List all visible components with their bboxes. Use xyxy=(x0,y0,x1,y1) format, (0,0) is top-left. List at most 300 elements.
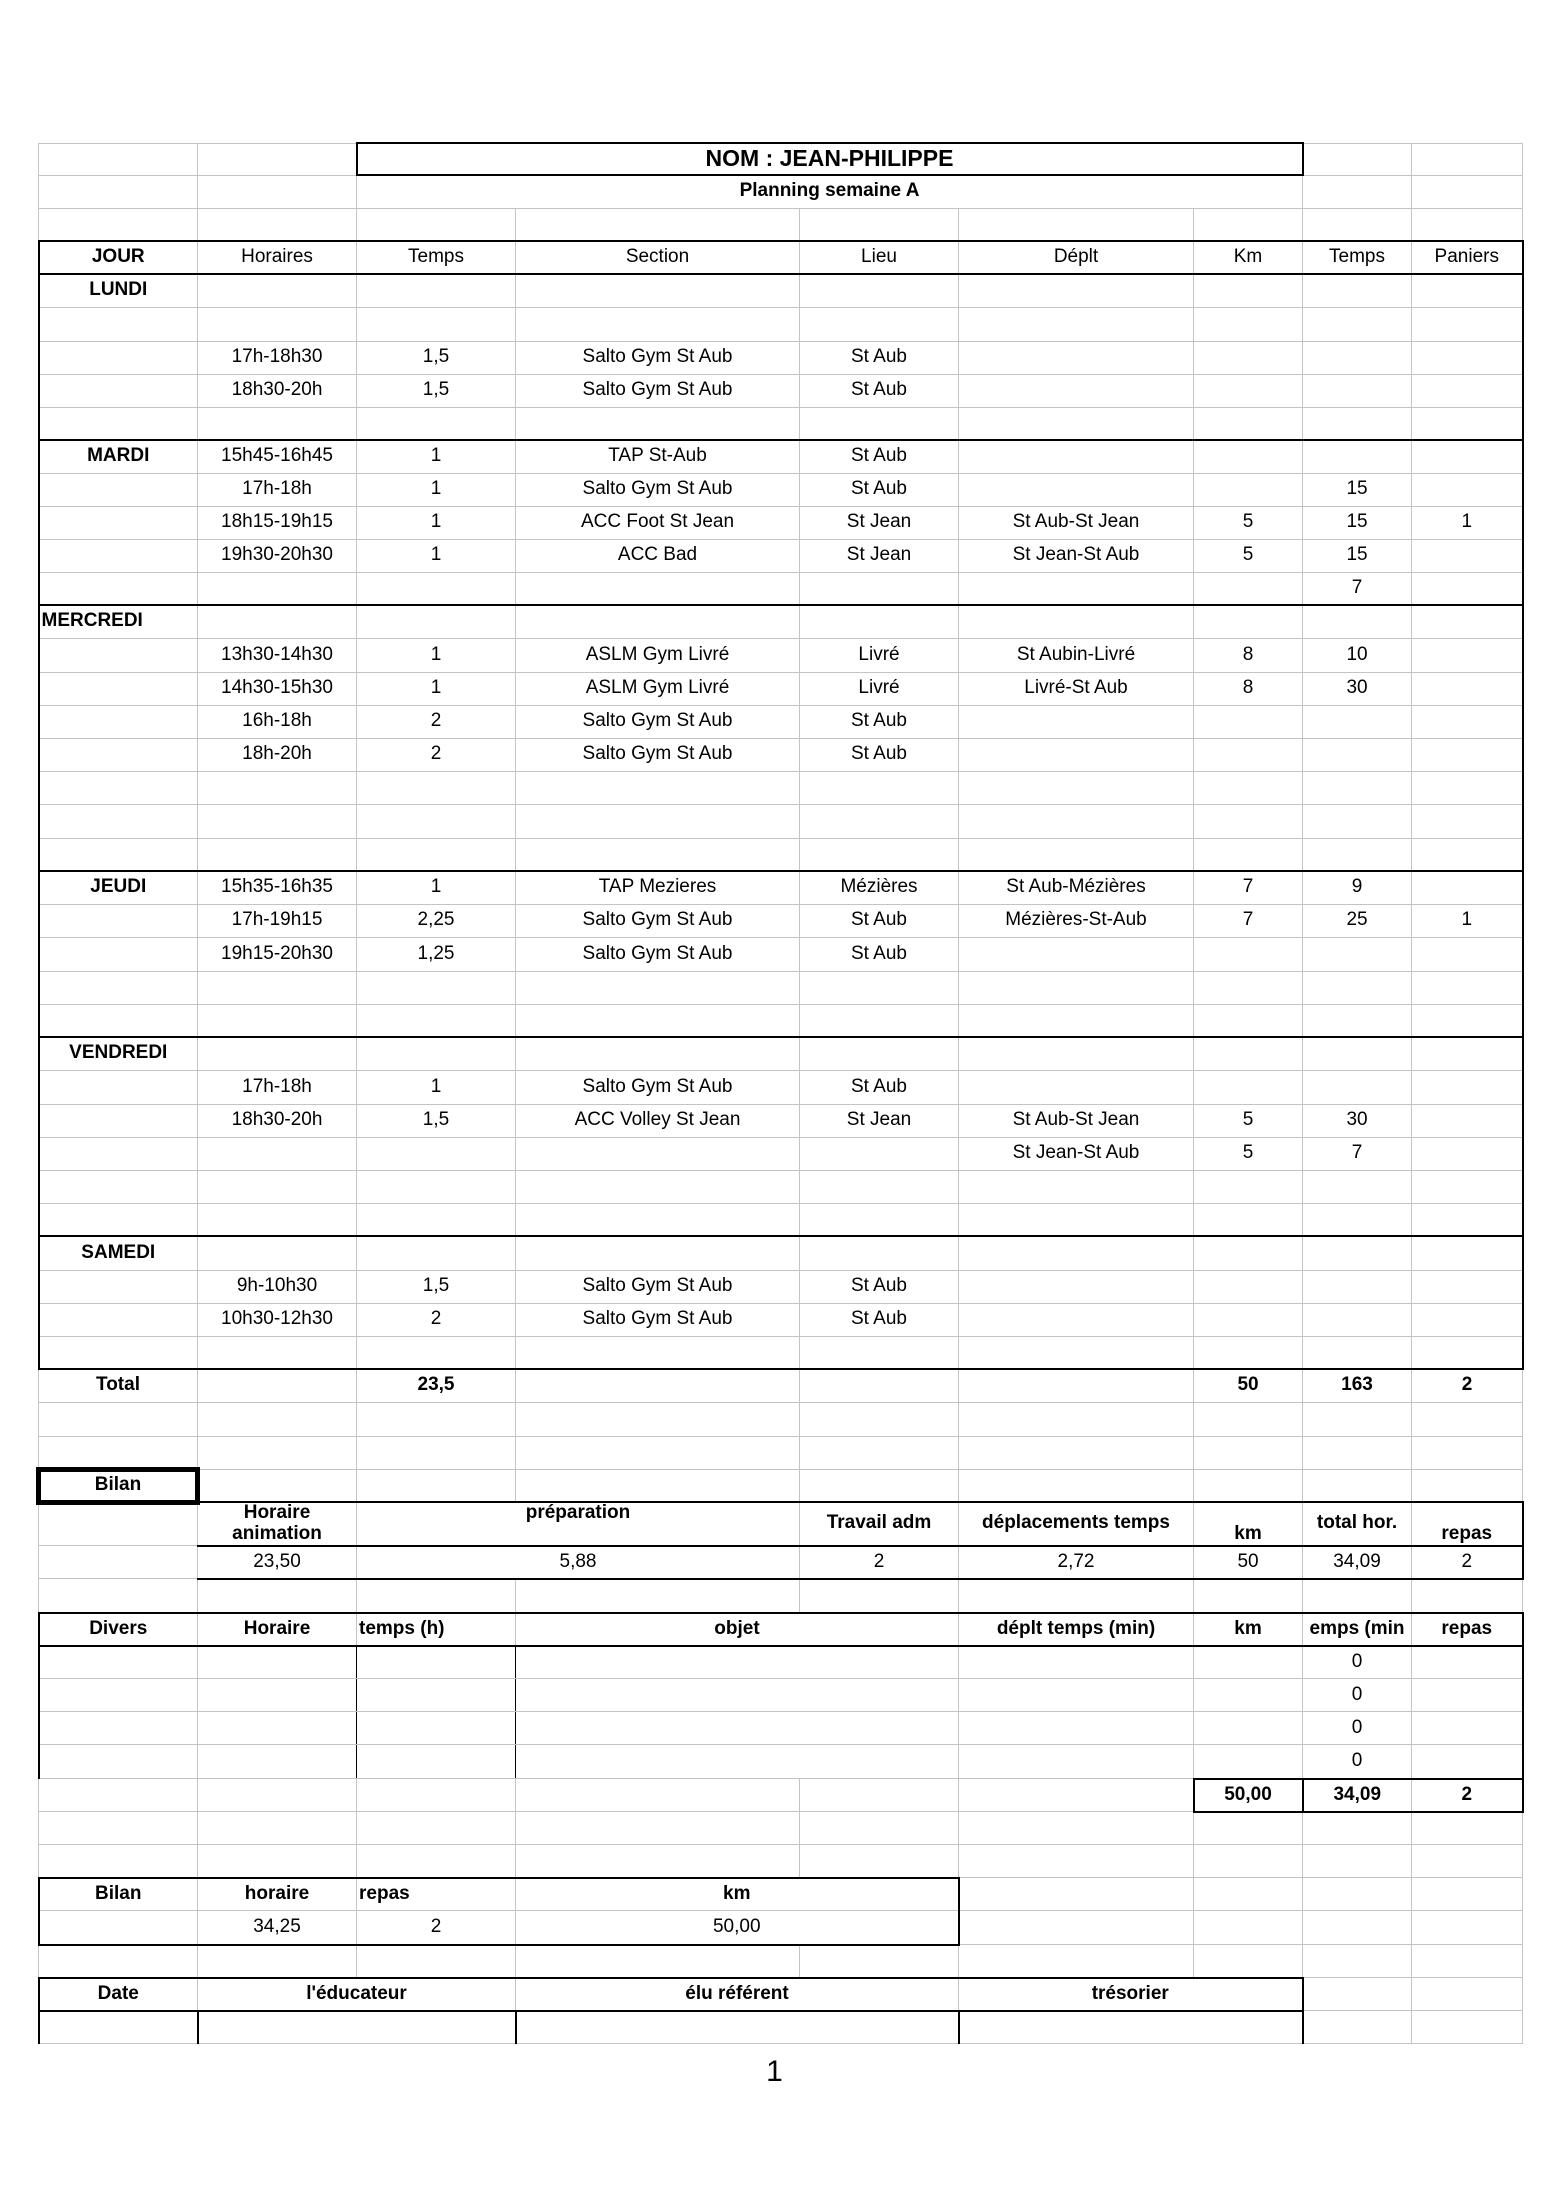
day-label xyxy=(39,1070,198,1104)
day-label xyxy=(39,904,198,937)
schedule-row xyxy=(39,705,1523,738)
schedule-cell xyxy=(1194,572,1303,605)
schedule-cell: 1,5 xyxy=(357,374,516,407)
schedule-row xyxy=(39,605,1523,638)
schedule-cell xyxy=(1412,1270,1523,1303)
day-label: JEUDI xyxy=(39,871,198,904)
schedule-cell xyxy=(1194,1170,1303,1203)
empty-cell xyxy=(1412,2011,1523,2044)
schedule-cell xyxy=(959,971,1194,1004)
schedule-row xyxy=(39,1037,1523,1070)
schedule-cell: ACC Bad xyxy=(516,539,800,572)
schedule-cell xyxy=(1303,1236,1412,1270)
empty-cell xyxy=(198,1436,357,1469)
empty-cell xyxy=(959,1845,1194,1878)
signature-elu: élu référent xyxy=(516,1978,959,2011)
day-label xyxy=(39,838,198,871)
schedule-cell: ACC Foot St Jean xyxy=(516,506,800,539)
schedule-cell xyxy=(1194,341,1303,374)
empty-cell xyxy=(1194,1945,1303,1978)
empty-cell xyxy=(516,1745,959,1779)
week-subtitle: Planning semaine A xyxy=(357,175,1303,208)
schedule-cell xyxy=(800,1336,959,1369)
day-label xyxy=(39,1004,198,1037)
page-number: 1 xyxy=(766,2055,783,2088)
empty-cell xyxy=(959,1745,1194,1779)
empty-cell xyxy=(357,1436,516,1469)
empty-cell xyxy=(959,1679,1194,1712)
empty-cell xyxy=(800,208,959,241)
schedule-cell: 7 xyxy=(1303,572,1412,605)
empty-cell xyxy=(198,1469,357,1502)
schedule-cell xyxy=(1303,804,1412,838)
empty-cell xyxy=(357,1402,516,1436)
schedule-row xyxy=(39,341,1523,374)
timesheet-table xyxy=(36,142,1524,2044)
schedule-cell xyxy=(1194,838,1303,871)
schedule-cell: 2 xyxy=(357,738,516,771)
bilan-header-horaire: Horaire animation xyxy=(198,1502,357,1546)
schedule-cell: 2 xyxy=(357,705,516,738)
empty-cell xyxy=(800,1845,959,1878)
schedule-cell: 15 xyxy=(1303,539,1412,572)
schedule-cell: 1,5 xyxy=(357,341,516,374)
empty-cell xyxy=(800,1779,959,1812)
schedule-cell xyxy=(1412,1336,1523,1369)
empty-cell xyxy=(198,1679,357,1712)
schedule-cell xyxy=(800,771,959,804)
empty-cell xyxy=(1412,1978,1523,2011)
empty-cell xyxy=(198,143,357,175)
schedule-cell xyxy=(516,1336,800,1369)
empty-cell xyxy=(198,1369,357,1402)
empty-cell xyxy=(516,1945,800,1978)
signature-row xyxy=(39,2011,1523,2044)
schedule-cell xyxy=(357,1236,516,1270)
column-header: Temps xyxy=(1303,241,1412,274)
schedule-cell xyxy=(198,971,357,1004)
empty-cell xyxy=(516,1812,800,1845)
empty-cell xyxy=(1194,1436,1303,1469)
schedule-cell xyxy=(516,1037,800,1070)
schedule-cell: 25 xyxy=(1303,904,1412,937)
schedule-cell: 1,5 xyxy=(357,1104,516,1137)
schedule-cell xyxy=(516,804,800,838)
schedule-cell xyxy=(1194,605,1303,638)
schedule-row xyxy=(39,1104,1523,1137)
subtitle-row xyxy=(39,175,1523,208)
schedule-cell xyxy=(198,1004,357,1037)
schedule-cell: Mézières xyxy=(800,871,959,904)
empty-cell xyxy=(357,1679,516,1712)
empty-cell xyxy=(198,1745,357,1779)
schedule-cell xyxy=(1412,672,1523,705)
schedule-cell: 17h-18h30 xyxy=(198,341,357,374)
empty-cell xyxy=(1303,1945,1412,1978)
schedule-cell xyxy=(516,1004,800,1037)
divers-header-temps: temps (h) xyxy=(357,1613,516,1646)
schedule-cell: 15h45-16h45 xyxy=(198,440,357,473)
schedule-cell: 14h30-15h30 xyxy=(198,672,357,705)
schedule-row xyxy=(39,1236,1523,1270)
schedule-cell xyxy=(959,937,1194,971)
bilan-value-deplacements: 2,72 xyxy=(959,1546,1194,1579)
schedule-row xyxy=(39,1004,1523,1037)
schedule-cell: ASLM Gym Livré xyxy=(516,638,800,672)
empty-cell xyxy=(516,1436,800,1469)
schedule-cell xyxy=(1412,274,1523,307)
divers-row xyxy=(39,1745,1523,1779)
schedule-cell xyxy=(1303,605,1412,638)
schedule-cell xyxy=(1412,307,1523,341)
empty-cell xyxy=(1412,1911,1523,1945)
schedule-cell xyxy=(198,572,357,605)
schedule-cell xyxy=(516,1170,800,1203)
schedule-cell xyxy=(959,1303,1194,1336)
empty-cell xyxy=(39,1812,198,1845)
schedule-cell xyxy=(1303,838,1412,871)
divers-temps-value: 0 xyxy=(1303,1712,1412,1745)
schedule-cell xyxy=(1194,407,1303,440)
bilan-value-repas: 2 xyxy=(1412,1546,1523,1579)
bilan2-value-km: 50,00 xyxy=(516,1911,959,1945)
day-label xyxy=(39,1203,198,1236)
empty-cell xyxy=(516,1402,800,1436)
schedule-cell: TAP Mezieres xyxy=(516,871,800,904)
schedule-cell: Salto Gym St Aub xyxy=(516,904,800,937)
day-label xyxy=(39,1270,198,1303)
day-label: SAMEDI xyxy=(39,1236,198,1270)
schedule-cell xyxy=(1194,738,1303,771)
column-header: Section xyxy=(516,241,800,274)
day-label xyxy=(39,971,198,1004)
schedule-cell xyxy=(1194,1270,1303,1303)
schedule-cell xyxy=(198,274,357,307)
schedule-cell xyxy=(1412,407,1523,440)
schedule-cell xyxy=(959,1004,1194,1037)
schedule-cell xyxy=(959,341,1194,374)
empty-cell xyxy=(1303,1978,1412,2011)
empty-cell xyxy=(959,1369,1194,1402)
schedule-cell xyxy=(516,771,800,804)
schedule-cell: St Aub xyxy=(800,738,959,771)
schedule-cell xyxy=(357,1037,516,1070)
divers-header-objet: objet xyxy=(516,1613,959,1646)
signature-box xyxy=(516,2011,959,2044)
schedule-cell xyxy=(357,1004,516,1037)
schedule-cell: 18h-20h xyxy=(198,738,357,771)
schedule-cell xyxy=(516,307,800,341)
empty-cell xyxy=(1412,1845,1523,1878)
schedule-cell xyxy=(1412,971,1523,1004)
schedule-cell xyxy=(1412,705,1523,738)
empty-cell xyxy=(39,1712,198,1745)
signature-box xyxy=(39,2011,198,2044)
column-header: Paniers xyxy=(1412,241,1523,274)
schedule-cell xyxy=(959,605,1194,638)
empty-cell xyxy=(39,1646,198,1679)
divers-total-row xyxy=(39,1779,1523,1812)
schedule-row xyxy=(39,274,1523,307)
schedule-cell: 16h-18h xyxy=(198,705,357,738)
empty-cell xyxy=(1303,1579,1412,1613)
schedule-cell xyxy=(1194,971,1303,1004)
empty-cell xyxy=(1412,1945,1523,1978)
empty-cell xyxy=(516,208,800,241)
schedule-cell: 15 xyxy=(1303,473,1412,506)
schedule-cell xyxy=(1412,1203,1523,1236)
schedule-cell: St Aub xyxy=(800,937,959,971)
divers-header-repas: repas xyxy=(1412,1613,1523,1646)
column-header: Lieu xyxy=(800,241,959,274)
day-label xyxy=(39,341,198,374)
empty-cell xyxy=(357,1812,516,1845)
schedule-cell xyxy=(959,440,1194,473)
bilan2-value-repas: 2 xyxy=(357,1911,516,1945)
schedule-cell xyxy=(800,1170,959,1203)
empty-cell xyxy=(357,1745,516,1779)
bilan2-header-horaire: horaire xyxy=(198,1878,357,1911)
bilan-header-deplacements: déplacements temps xyxy=(959,1502,1194,1546)
empty-cell xyxy=(39,1679,198,1712)
empty-cell xyxy=(959,1469,1194,1502)
schedule-cell xyxy=(198,1203,357,1236)
empty-cell xyxy=(516,1679,959,1712)
schedule-cell: 18h30-20h xyxy=(198,374,357,407)
spacer-row xyxy=(39,1402,1523,1436)
schedule-row xyxy=(39,871,1523,904)
schedule-cell: St Aub xyxy=(800,1270,959,1303)
day-label xyxy=(39,638,198,672)
day-label xyxy=(39,572,198,605)
schedule-cell xyxy=(959,374,1194,407)
empty-cell xyxy=(198,1712,357,1745)
empty-cell xyxy=(800,1369,959,1402)
schedule-cell: St Aub xyxy=(800,341,959,374)
schedule-cell xyxy=(1194,1336,1303,1369)
empty-cell xyxy=(198,1579,357,1613)
schedule-cell: St Jean xyxy=(800,1104,959,1137)
divers-row xyxy=(39,1646,1523,1679)
empty-cell xyxy=(1412,175,1523,208)
day-label: VENDREDI xyxy=(39,1037,198,1070)
day-label xyxy=(39,1137,198,1170)
empty-cell xyxy=(959,1402,1194,1436)
schedule-cell: Salto Gym St Aub xyxy=(516,1303,800,1336)
divers-header-km: km xyxy=(1194,1613,1303,1646)
schedule-cell: ACC Volley St Jean xyxy=(516,1104,800,1137)
schedule-cell: 1 xyxy=(357,506,516,539)
schedule-cell: 5 xyxy=(1194,506,1303,539)
empty-cell xyxy=(39,1945,198,1978)
empty-cell xyxy=(357,1779,516,1812)
empty-cell xyxy=(959,1779,1194,1812)
schedule-cell xyxy=(357,1170,516,1203)
empty-cell xyxy=(39,1579,198,1613)
column-header-row xyxy=(39,241,1523,274)
schedule-cell: Salto Gym St Aub xyxy=(516,1270,800,1303)
schedule-row xyxy=(39,937,1523,971)
empty-cell xyxy=(1412,143,1523,175)
empty-cell xyxy=(1412,1679,1523,1712)
timesheet xyxy=(36,142,1520,2054)
total-km: 50 xyxy=(1194,1369,1303,1402)
schedule-cell xyxy=(1303,1037,1412,1070)
schedule-cell: 17h-18h xyxy=(198,1070,357,1104)
schedule-row xyxy=(39,1070,1523,1104)
empty-cell xyxy=(1303,1878,1412,1911)
schedule-cell: 7 xyxy=(1194,871,1303,904)
schedule-cell: TAP St-Aub xyxy=(516,440,800,473)
empty-cell xyxy=(516,1579,800,1613)
schedule-cell xyxy=(1303,771,1412,804)
schedule-cell xyxy=(959,738,1194,771)
schedule-cell xyxy=(1412,638,1523,672)
empty-cell xyxy=(1412,1878,1523,1911)
empty-cell xyxy=(1303,175,1412,208)
divers-total-repas: 2 xyxy=(1412,1779,1523,1812)
schedule-cell xyxy=(1303,374,1412,407)
schedule-row xyxy=(39,539,1523,572)
schedule-cell xyxy=(1303,1070,1412,1104)
schedule-cell: 9h-10h30 xyxy=(198,1270,357,1303)
schedule-cell xyxy=(1194,1303,1303,1336)
empty-cell xyxy=(516,1369,800,1402)
schedule-row xyxy=(39,1303,1523,1336)
schedule-cell: 15h35-16h35 xyxy=(198,871,357,904)
schedule-cell xyxy=(1194,1236,1303,1270)
day-label xyxy=(39,506,198,539)
day-label xyxy=(39,539,198,572)
empty-cell xyxy=(959,1646,1194,1679)
schedule-cell xyxy=(1194,1037,1303,1070)
schedule-cell: 2 xyxy=(357,1303,516,1336)
schedule-cell xyxy=(1412,341,1523,374)
schedule-cell: Livré xyxy=(800,672,959,705)
spacer-row xyxy=(39,208,1523,241)
schedule-cell: Salto Gym St Aub xyxy=(516,473,800,506)
schedule-row xyxy=(39,638,1523,672)
schedule-cell xyxy=(1412,838,1523,871)
empty-cell xyxy=(198,1945,357,1978)
divers-row xyxy=(39,1679,1523,1712)
empty-cell xyxy=(516,1469,800,1502)
schedule-cell xyxy=(516,1137,800,1170)
empty-cell xyxy=(800,1812,959,1845)
schedule-cell: Salto Gym St Aub xyxy=(516,705,800,738)
schedule-cell xyxy=(1412,572,1523,605)
bilan-header-travail: Travail adm xyxy=(800,1502,959,1546)
empty-cell xyxy=(1412,1579,1523,1613)
schedule-cell: Livré xyxy=(800,638,959,672)
empty-cell xyxy=(1412,1402,1523,1436)
day-label xyxy=(39,672,198,705)
day-label xyxy=(39,407,198,440)
bilan2-label: Bilan xyxy=(39,1878,198,1911)
schedule-cell xyxy=(1303,937,1412,971)
schedule-cell xyxy=(198,771,357,804)
bilan-header-row xyxy=(39,1502,1523,1546)
empty-cell xyxy=(198,208,357,241)
empty-cell xyxy=(959,1911,1194,1945)
empty-cell xyxy=(1303,1402,1412,1436)
schedule-cell xyxy=(357,572,516,605)
schedule-row xyxy=(39,506,1523,539)
day-label: MARDI xyxy=(39,440,198,473)
schedule-cell xyxy=(800,804,959,838)
day-label xyxy=(39,374,198,407)
bilan-header-preparation: préparation xyxy=(357,1502,800,1546)
schedule-cell xyxy=(1412,937,1523,971)
schedule-row xyxy=(39,838,1523,871)
empty-cell xyxy=(39,1402,198,1436)
schedule-cell: St Aub-Mézières xyxy=(959,871,1194,904)
spacer-row xyxy=(39,1845,1523,1878)
empty-cell xyxy=(959,1579,1194,1613)
schedule-cell xyxy=(1303,407,1412,440)
empty-cell xyxy=(1412,1646,1523,1679)
empty-cell xyxy=(959,1712,1194,1745)
divers-header-horaire: Horaire xyxy=(198,1613,357,1646)
schedule-row xyxy=(39,1170,1523,1203)
bilan-value-horaire: 23,50 xyxy=(198,1546,357,1579)
schedule-cell xyxy=(959,473,1194,506)
empty-cell xyxy=(959,1812,1194,1845)
empty-cell xyxy=(959,208,1194,241)
empty-cell xyxy=(1412,1712,1523,1745)
schedule-cell xyxy=(800,1137,959,1170)
schedule-cell: 30 xyxy=(1303,672,1412,705)
schedule-cell: 2,25 xyxy=(357,904,516,937)
schedule-row xyxy=(39,672,1523,705)
schedule-cell: St Aub xyxy=(800,374,959,407)
schedule-cell: 10h30-12h30 xyxy=(198,1303,357,1336)
schedule-cell: ASLM Gym Livré xyxy=(516,672,800,705)
schedule-cell: St Aub xyxy=(800,473,959,506)
bilan2-header-row xyxy=(39,1878,1523,1911)
schedule-cell: 8 xyxy=(1194,672,1303,705)
schedule-cell xyxy=(1194,1004,1303,1037)
schedule-cell xyxy=(959,407,1194,440)
schedule-cell xyxy=(959,572,1194,605)
spacer-row xyxy=(39,1436,1523,1469)
empty-cell xyxy=(800,1402,959,1436)
empty-cell xyxy=(516,1646,959,1679)
schedule-cell xyxy=(1303,440,1412,473)
schedule-row xyxy=(39,1203,1523,1236)
day-label xyxy=(39,804,198,838)
schedule-cell xyxy=(1303,705,1412,738)
empty-cell xyxy=(800,1436,959,1469)
schedule-cell: 8 xyxy=(1194,638,1303,672)
schedule-cell: 1 xyxy=(357,871,516,904)
spacer-row xyxy=(39,1945,1523,1978)
empty-cell xyxy=(1303,143,1412,175)
schedule-row xyxy=(39,440,1523,473)
divers-temps-value: 0 xyxy=(1303,1679,1412,1712)
schedule-cell: St Aubin-Livré xyxy=(959,638,1194,672)
empty-cell xyxy=(39,1546,198,1579)
empty-cell xyxy=(357,208,516,241)
empty-cell xyxy=(1194,1845,1303,1878)
empty-cell xyxy=(516,1845,800,1878)
divers-temps-value: 0 xyxy=(1303,1646,1412,1679)
schedule-cell: Salto Gym St Aub xyxy=(516,341,800,374)
schedule-cell: 5 xyxy=(1194,539,1303,572)
empty-cell xyxy=(1194,1402,1303,1436)
schedule-cell: 30 xyxy=(1303,1104,1412,1137)
empty-cell xyxy=(959,1945,1194,1978)
